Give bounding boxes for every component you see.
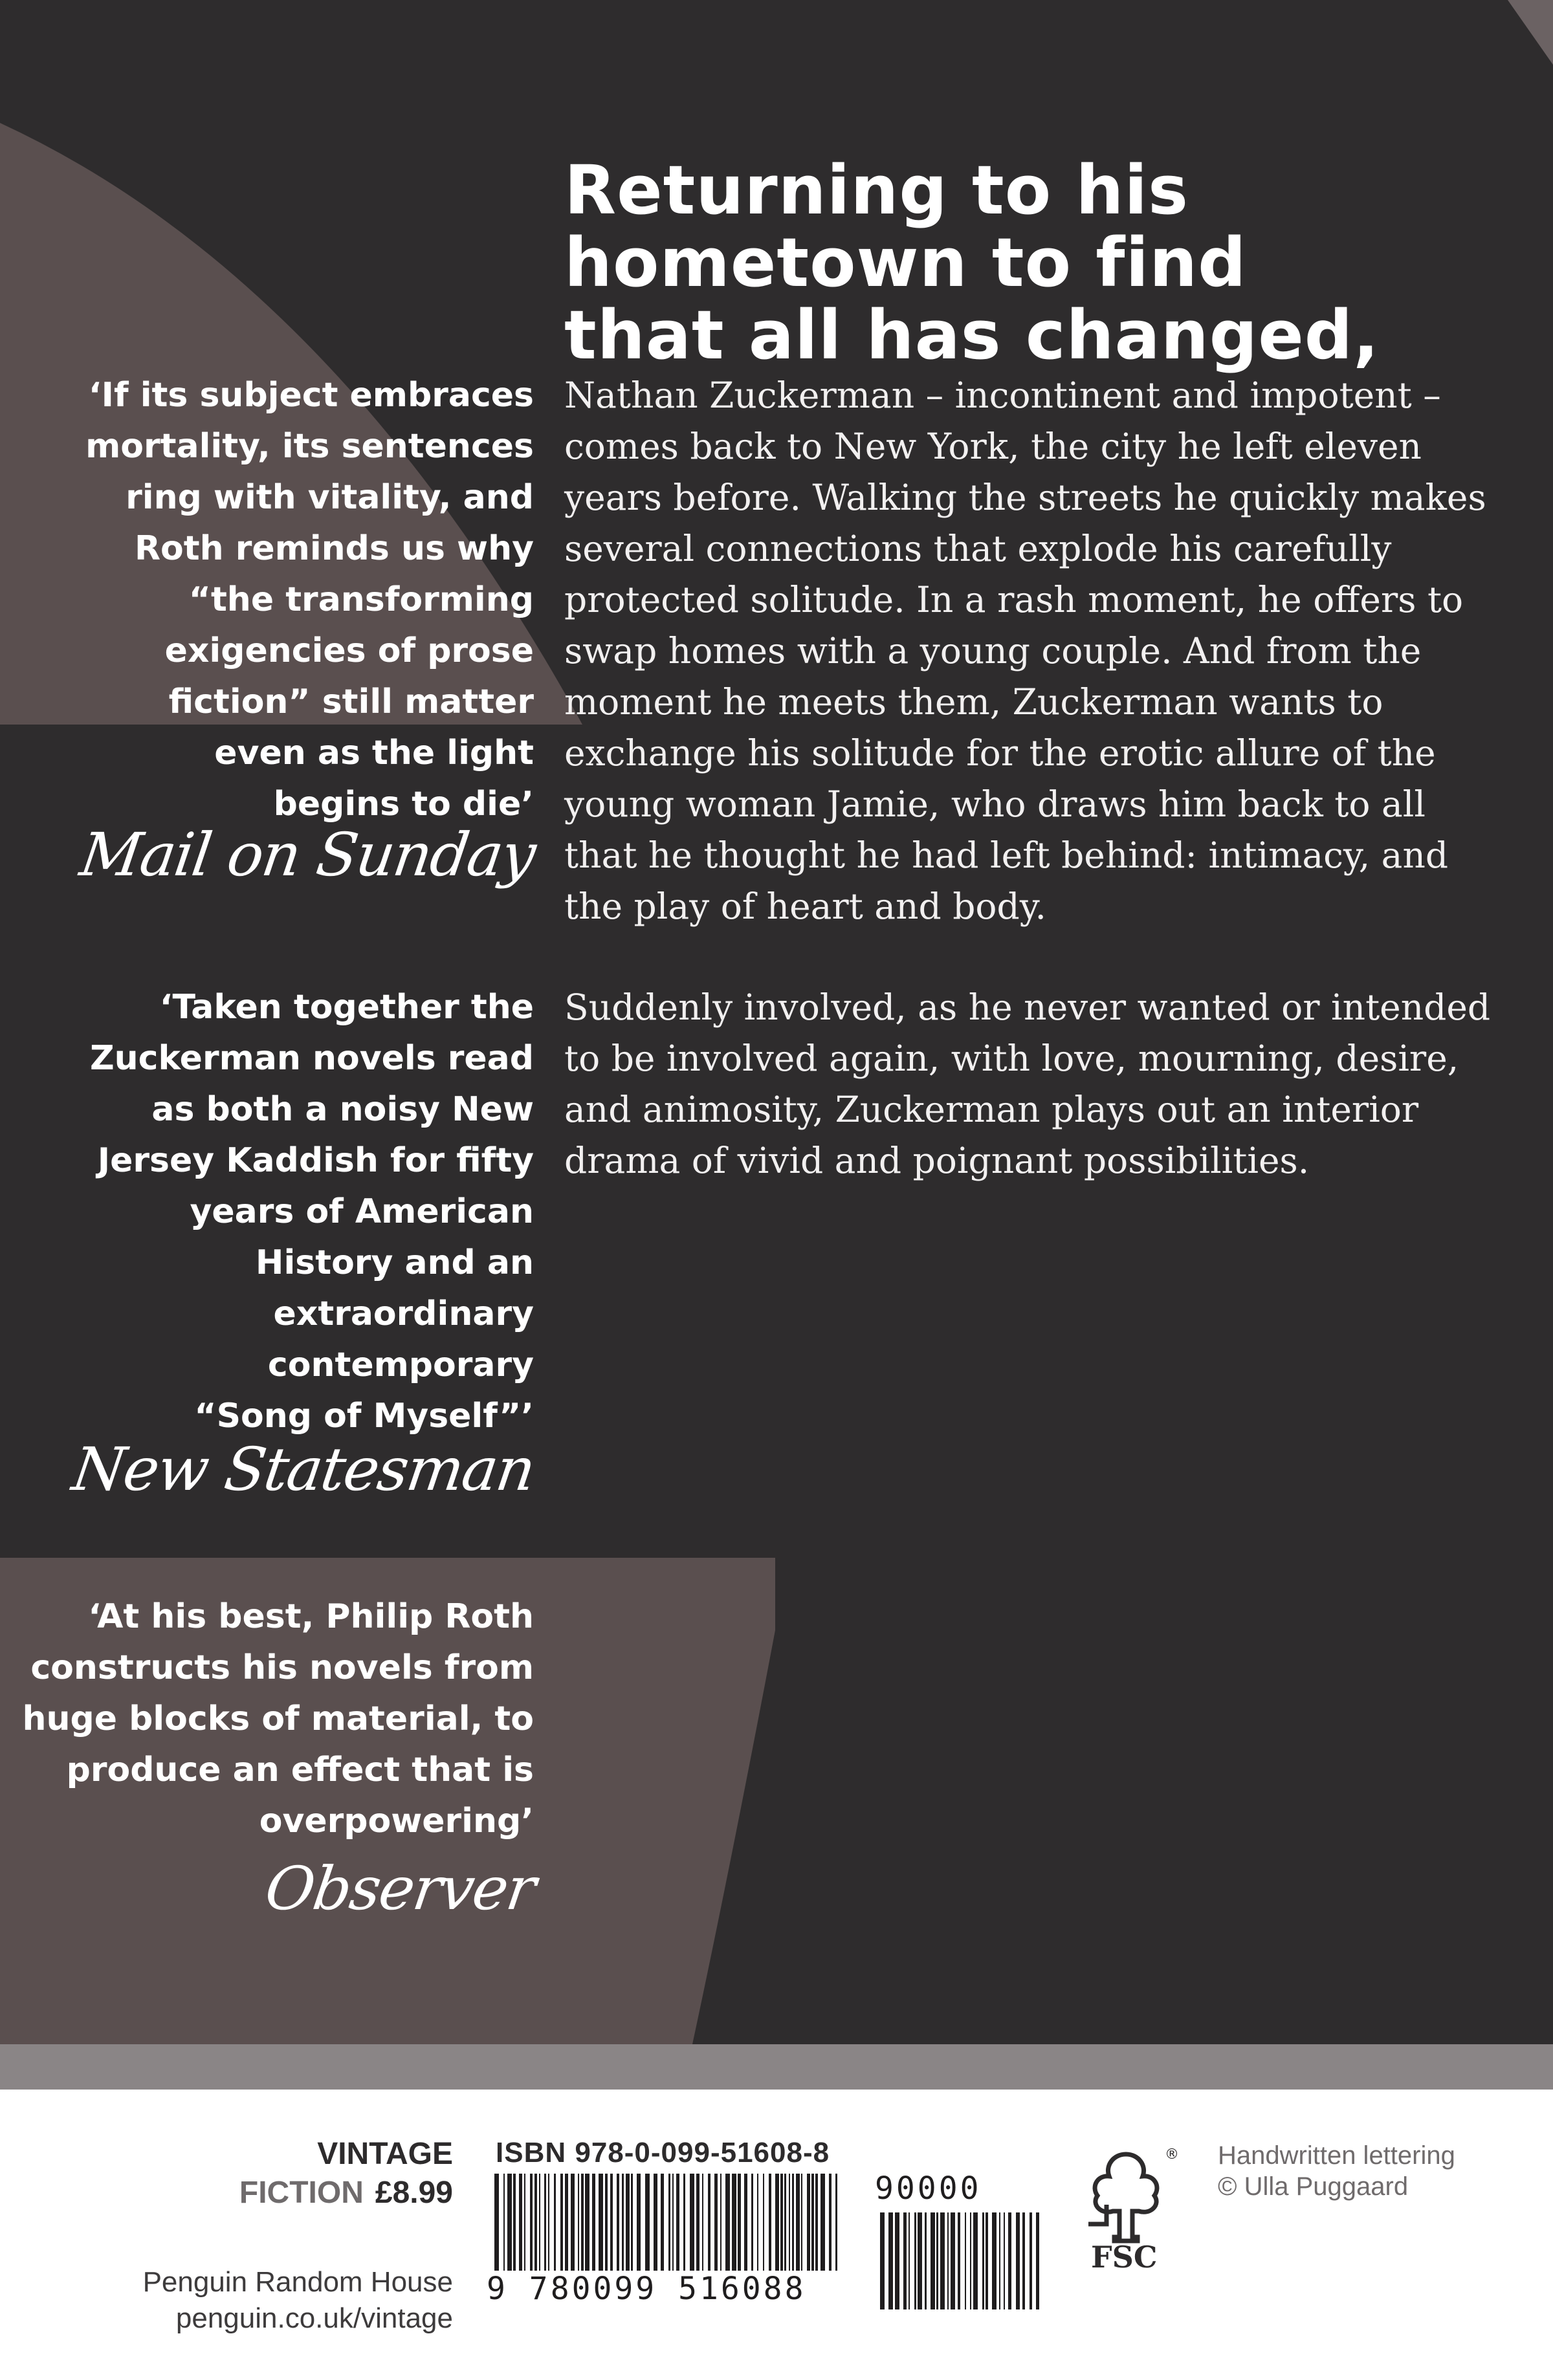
barcode-bar: [708, 2174, 710, 2271]
barcode-bar: [626, 2174, 630, 2271]
barcode-bar: [592, 2174, 595, 2271]
barcode-bar: [565, 2174, 568, 2271]
barcode-bar: [925, 2212, 927, 2309]
quote-line: years of American: [190, 1192, 534, 1231]
imprint-name: VINTAGE: [317, 2137, 453, 2171]
barcode-bar: [605, 2174, 608, 2271]
text-line: years before. Walking the streets he quickly makes: [564, 477, 1486, 518]
text-line: to be involved again, with love, mourning, desire,: [564, 1038, 1459, 1079]
barcode-bar: [1022, 2212, 1025, 2309]
barcode-bar: [534, 2174, 537, 2271]
barcode-bar: [784, 2174, 786, 2271]
barcode-bar: [992, 2212, 997, 2309]
text-line: protected solitude. In a rash moment, he offers to: [564, 579, 1464, 620]
barcode-bar: [757, 2174, 758, 2271]
barcode-bar: [571, 2174, 575, 2271]
quote-line: exigencies of prose: [164, 631, 534, 670]
barcode-bar: [965, 2212, 966, 2309]
quote-line: begins to die’: [273, 785, 534, 824]
addon-digits: 90000: [875, 2170, 982, 2207]
credit-line: © Ulla Puggaard: [1218, 2172, 1409, 2201]
fsc-tree-icon: [1074, 2146, 1178, 2244]
imprint-category: FICTION: [239, 2176, 364, 2210]
quote-line: even as the light: [214, 734, 534, 772]
barcode-bar: [672, 2174, 674, 2271]
barcode-bar: [661, 2174, 664, 2271]
review-source-observer: Observer: [261, 1854, 539, 1923]
barcode-bar: [821, 2174, 825, 2271]
addon-barcode: [877, 2212, 1039, 2309]
barcode-bar: [637, 2174, 641, 2271]
barcode-bar: [895, 2212, 899, 2309]
text-line: moment he meets them, Zuckerman wants to: [564, 681, 1383, 723]
review-quote-1: [16, 370, 534, 830]
barcode-bar: [792, 2174, 794, 2271]
quote-line: constructs his novels from: [30, 1648, 534, 1687]
barcode-bar: [909, 2212, 910, 2309]
quote-line: “the transforming: [188, 580, 534, 619]
credit-line: Handwritten lettering: [1218, 2141, 1455, 2170]
barcode-bar: [578, 2174, 579, 2271]
barcode-bar: [513, 2174, 516, 2271]
barcode-bar: [668, 2174, 670, 2271]
barcode-bar: [986, 2212, 988, 2309]
barcode-bar: [888, 2212, 893, 2309]
quote-line: mortality, its sentences: [85, 427, 534, 466]
barcode-bar: [539, 2174, 540, 2271]
barcode-bar: [690, 2174, 694, 2271]
barcode-bar: [507, 2174, 512, 2271]
barcode-bar: [1016, 2212, 1020, 2309]
quote-line: extraordinary: [273, 1294, 534, 1333]
price: £8.99: [375, 2176, 453, 2210]
review-quote-2: [16, 982, 534, 1442]
isbn-barcode: [492, 2174, 841, 2271]
barcode-bar: [720, 2174, 721, 2271]
barcode-bar: [1004, 2212, 1005, 2309]
publisher-url: penguin.co.uk/vintage: [175, 2302, 453, 2334]
barcode-bar: [903, 2212, 907, 2309]
headline-line: hometown to find: [564, 223, 1247, 302]
text-line: Nathan Zuckerman – incontinent and impotent –: [564, 375, 1441, 416]
isbn-label: ISBN 978-0-099-51608-8: [496, 2137, 830, 2168]
quote-line: Jersey Kaddish for fifty: [97, 1141, 534, 1180]
barcode-bar: [1008, 2212, 1011, 2309]
barcode-bar: [763, 2174, 764, 2271]
barcode-bar: [676, 2174, 679, 2271]
quote-line: ‘If its subject embraces: [88, 376, 534, 415]
barcode-bar: [931, 2212, 935, 2309]
text-line: swap homes with a young couple. And from the: [564, 630, 1422, 671]
barcode-bar: [599, 2174, 603, 2271]
headline: [564, 151, 1496, 375]
barcode-bar: [560, 2174, 563, 2271]
fsc-label: FSC: [1091, 2240, 1158, 2275]
quote-line: ‘Taken together the: [159, 988, 534, 1027]
barcode-bar: [835, 2174, 837, 2271]
barcode-bar: [714, 2174, 718, 2271]
barcode-bar: [940, 2212, 945, 2309]
barcode-bar: [951, 2212, 955, 2309]
quote-line: as both a noisy New: [151, 1090, 534, 1129]
barcode-bar: [696, 2174, 699, 2271]
barcode-bar: [801, 2174, 802, 2271]
quote-line: ring with vitality, and: [126, 478, 534, 517]
barcode-bar: [744, 2174, 747, 2271]
quote-line: Roth reminds us why: [135, 529, 534, 568]
barcode-bar: [1036, 2212, 1039, 2309]
quote-line: fiction” still matter: [168, 682, 534, 721]
text-line: several connections that explode his carefully: [564, 528, 1392, 569]
publisher-block: [143, 2264, 453, 2337]
barcode-bar: [581, 2174, 584, 2271]
text-line: and animosity, Zuckerman plays out an interior: [564, 1089, 1419, 1130]
barcode-bar: [973, 2212, 978, 2309]
barcode-bar: [585, 2174, 589, 2271]
text-line: drama of vivid and poignant possibilities.: [564, 1140, 1310, 1181]
imprint-category-price: [239, 2174, 453, 2212]
barcode-bar: [811, 2174, 814, 2271]
text-line: the play of heart and body.: [564, 886, 1046, 927]
barcode-bar: [1030, 2212, 1032, 2309]
headline-line: that all has changed,: [564, 296, 1380, 375]
barcode-bar: [732, 2174, 736, 2271]
imprint-block: [239, 2135, 453, 2212]
synopsis-paragraph-2: [564, 982, 1491, 1186]
barcode-bar: [769, 2174, 771, 2271]
text-line: that he thought he had left behind: intimacy, and: [564, 835, 1449, 876]
barcode-bar: [617, 2174, 619, 2271]
barcode-bar: [815, 2174, 818, 2271]
barcode-bar: [738, 2174, 741, 2271]
barcode-bar: [524, 2174, 525, 2271]
barcode-bar: [554, 2174, 556, 2271]
barcode-bar: [982, 2212, 984, 2309]
barcode-bar: [780, 2174, 783, 2271]
barcode-bar: [796, 2174, 800, 2271]
barcode-bar: [880, 2212, 885, 2309]
barcode-bar: [494, 2174, 499, 2271]
headline-line: Returning to his: [564, 151, 1189, 230]
quote-line: Zuckerman novels read: [89, 1039, 534, 1078]
barcode-bar: [519, 2174, 522, 2271]
barcode-bar: [751, 2174, 753, 2271]
quote-line: overpowering’: [259, 1802, 534, 1840]
barcode-bar: [807, 2174, 810, 2271]
quote-line: contemporary: [267, 1346, 534, 1384]
barcode-bar: [970, 2212, 971, 2309]
barcode-bar: [702, 2174, 703, 2271]
barcode-bar: [914, 2212, 916, 2309]
barcode-bar: [947, 2212, 949, 2309]
barcode-bar: [544, 2174, 546, 2271]
barcode-bar: [631, 2174, 633, 2271]
barcode-bar: [936, 2212, 938, 2309]
barcode-bar: [999, 2212, 1000, 2309]
barcode-digits: 9 780099 516088: [487, 2271, 806, 2307]
barcode-bar: [683, 2174, 685, 2271]
review-source-mail-on-sunday: Mail on Sunday: [76, 820, 539, 890]
barcode-bar: [645, 2174, 650, 2271]
barcode-bar: [654, 2174, 657, 2271]
grey-strip: [0, 2044, 1553, 2090]
barcode-bar: [918, 2212, 922, 2309]
barcode-bar: [610, 2174, 613, 2271]
barcode-bar: [503, 2174, 505, 2271]
barcode-bar: [622, 2174, 624, 2271]
barcode-bar: [530, 2174, 533, 2271]
review-source-new-statesman: New Statesman: [68, 1435, 539, 1504]
barcode-bar: [548, 2174, 549, 2271]
text-line: young woman Jamie, who draws him back to all: [564, 783, 1426, 825]
barcode-bar: [829, 2174, 832, 2271]
barcode-bar: [789, 2174, 790, 2271]
quote-line: ‘At his best, Philip Roth: [88, 1597, 534, 1636]
barcode-bar: [958, 2212, 960, 2309]
quote-line: History and an: [255, 1243, 534, 1282]
fsc-registered-mark: ®: [1165, 2146, 1179, 2163]
text-line: comes back to New York, the city he left eleven: [564, 426, 1422, 467]
lettering-credit: [1218, 2140, 1455, 2202]
text-line: Suddenly involved, as he never wanted or intended: [564, 987, 1491, 1028]
synopsis-paragraph-1: [564, 370, 1486, 932]
publisher-name: Penguin Random House: [142, 2266, 453, 2298]
quote-line: “Song of Myself”’: [194, 1397, 534, 1436]
quote-line: huge blocks of material, to: [22, 1699, 534, 1738]
barcode-bar: [725, 2174, 730, 2271]
barcode-bar: [775, 2174, 779, 2271]
text-line: exchange his solitude for the erotic allure of the: [564, 732, 1436, 774]
review-quote-3: [16, 1591, 534, 1847]
quote-line: produce an effect that is: [66, 1751, 534, 1789]
